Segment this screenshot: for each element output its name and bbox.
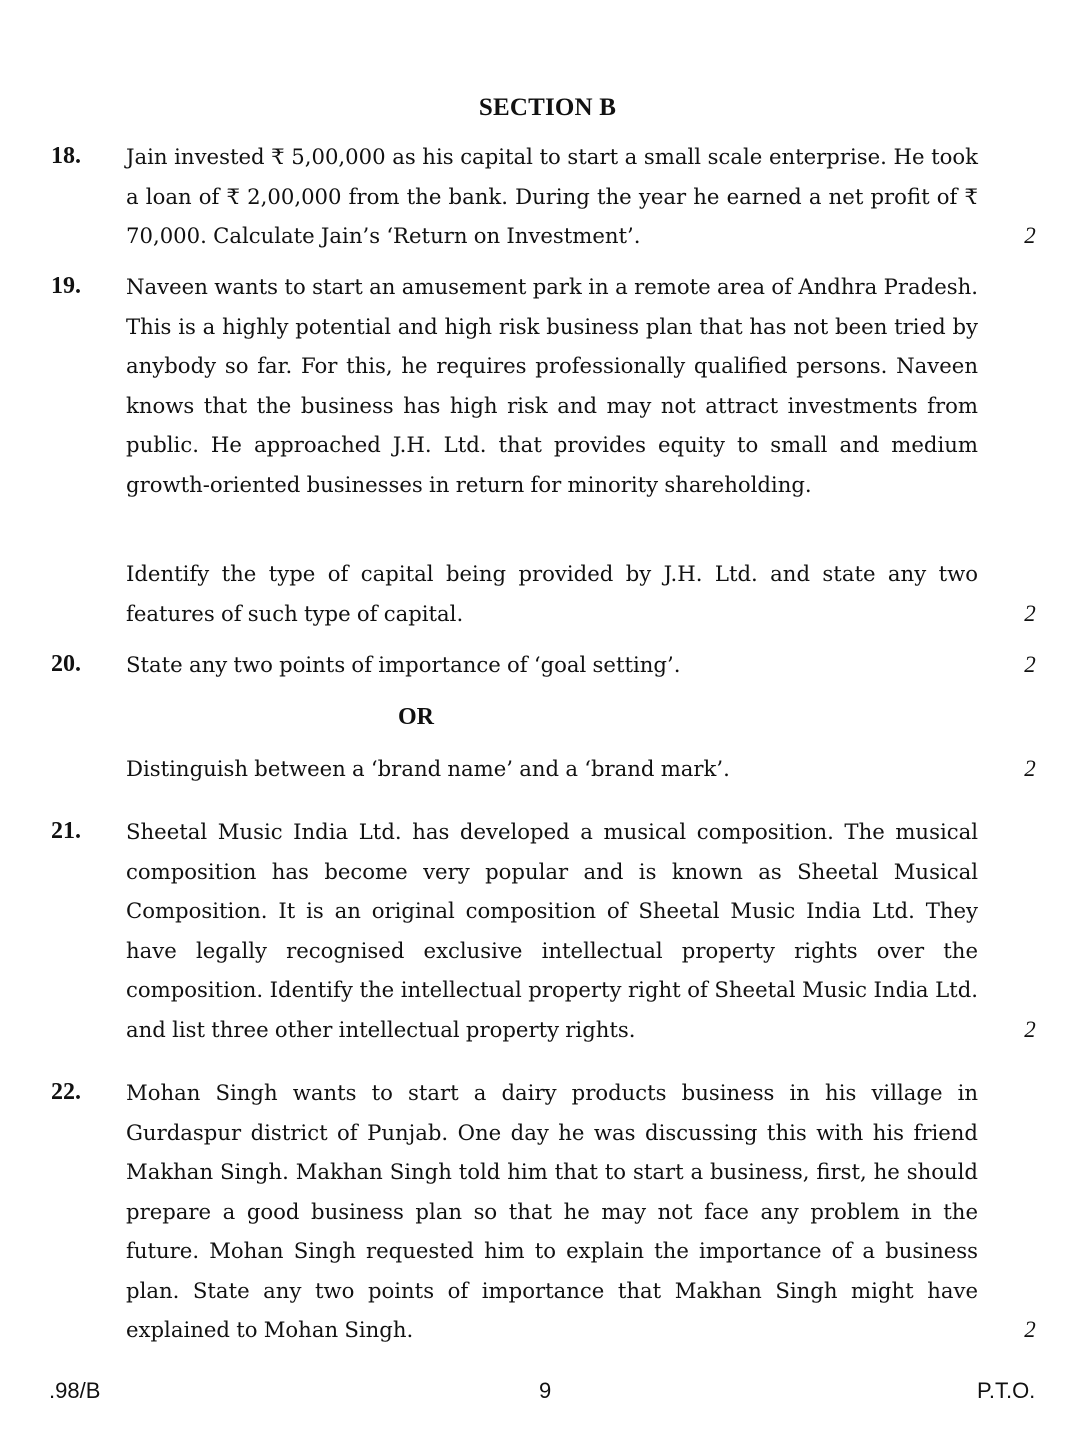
- footer-pto: P.T.O.: [977, 1378, 1036, 1403]
- footer-paper-code: .98/B: [49, 1378, 101, 1403]
- question-number: 18.: [51, 143, 81, 169]
- question-number: 20.: [51, 651, 81, 677]
- question-number: 19.: [51, 273, 81, 299]
- question-text: Naveen wants to start an amusement park in a remote area of Andhra Pradesh. This is a highly potential and high risk business plan that has not been tried by anybody so far. For this, he requires professionally qualified persons. Naveen knows that the business has high risk and may not attract investments from public. He approached J.H. Ltd. that provides equity to small and medium growth-oriented businesses in return for minority shareholding.: [126, 274, 978, 497]
- question-marks: 2: [1024, 601, 1036, 626]
- question-20: [0, 645, 1091, 685]
- question-number: 21.: [51, 818, 81, 844]
- question-marks: 2: [1024, 756, 1036, 781]
- question-text: Jain invested ₹ 5,00,000 as his capital to start a small scale enterprise. He took a loan of ₹ 2,00,000 from the bank. During the year he earned a net profit of ₹ 70,000. Calculate Jain’s ‘Return on Investment’.: [126, 144, 978, 248]
- question-marks: 2: [1024, 1317, 1036, 1342]
- question-text-alternative: Distinguish between a ‘brand name’ and a ‘brand mark’.: [126, 756, 730, 781]
- question-marks: 2: [1024, 223, 1036, 248]
- question-marks: 2: [1024, 652, 1036, 677]
- or-separator: OR: [398, 704, 434, 730]
- footer-page-number: 9: [539, 1378, 552, 1403]
- question-text-instruction: Identify the type of capital being provided by J.H. Ltd. and state any two features of such type of capital.: [126, 561, 978, 626]
- question-marks: 2: [1024, 1017, 1036, 1042]
- question-18: [0, 137, 1091, 257]
- question-22: [0, 1073, 1091, 1353]
- question-text: State any two points of importance of ‘goal setting’.: [126, 652, 681, 677]
- question-text: Mohan Singh wants to start a dairy products business in his village in Gurdaspur district of Punjab. One day he was discussing this with his friend Makhan Singh. Makhan Singh told him that to start a business, first, he should prepare a good business plan so that he may not face any problem in the future. Mohan Singh requested him to explain the importance of a business plan. State any two points of importance that Makhan Singh might have explained to Mohan Singh.: [126, 1080, 978, 1342]
- section-title: SECTION B: [478, 94, 617, 121]
- question-20-alternative: [0, 749, 1091, 789]
- question-text: Sheetal Music India Ltd. has developed a musical composition. The musical composition has become very popular and is known as Sheetal Musical Composition. It is an original composition of Sheetal Music India Ltd. They have legally recognised exclusive intellectual property rights over the composition. Identify the intellectual property right of Sheetal Music India Ltd. and list three other intellectual property rights.: [126, 819, 978, 1042]
- question-21: [0, 812, 1091, 1052]
- question-number: 22.: [51, 1079, 81, 1105]
- question-19: [0, 267, 1091, 637]
